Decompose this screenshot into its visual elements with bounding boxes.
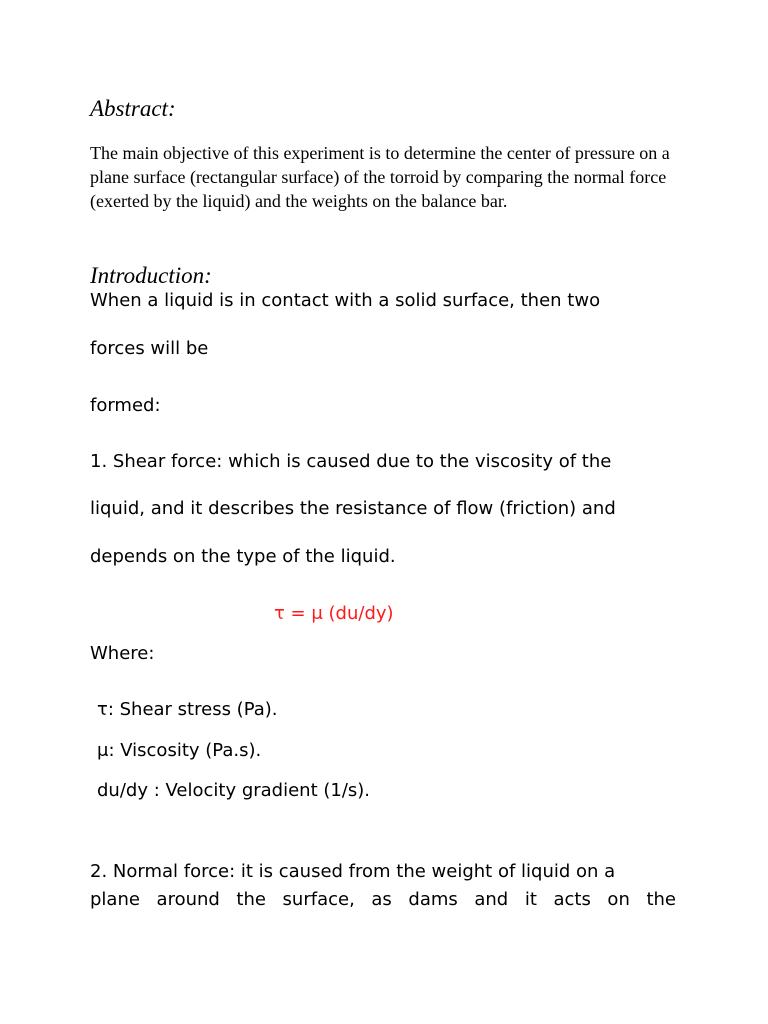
definition-velocity-gradient: du/dy : Velocity gradient (1/s). [97, 780, 371, 801]
where-label: Where: [90, 643, 155, 664]
intro-line-1: When a liquid is in contact with a solid surface, then two [90, 290, 601, 311]
abstract-heading: Abstract: [90, 96, 176, 121]
normal-force-line-1: 2. Normal force: it is caused from the weight of liquid on a [90, 861, 616, 882]
shear-stress-equation: τ = μ (du/dy) [274, 603, 394, 624]
definition-viscosity: μ: Viscosity (Pa.s). [97, 740, 262, 761]
shear-force-line-1: 1. Shear force: which is caused due to the viscosity of the [90, 451, 612, 472]
shear-force-line-2: liquid, and it describes the resistance of flow (friction) and [90, 498, 616, 519]
definition-shear-stress: τ: Shear stress (Pa). [97, 699, 278, 720]
abstract-paragraph: The main objective of this experiment is to determine the center of pressure on a plane surface (rectangular surface) of the torroid by comparing the normal force (exerted by the liquid) and the weights on the balance bar. [90, 143, 670, 211]
intro-line-3: formed: [90, 395, 161, 416]
shear-force-line-3: depends on the type of the liquid. [90, 546, 396, 567]
introduction-heading: Introduction: [90, 263, 212, 288]
normal-force-line-2: plane around the surface, as dams and it acts on the [90, 889, 676, 910]
intro-line-2: forces will be [90, 338, 209, 359]
